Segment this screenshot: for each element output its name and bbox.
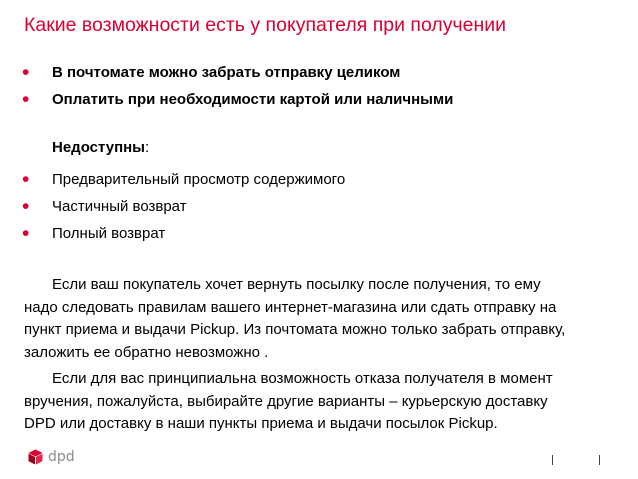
paragraph-return-policy xyxy=(24,274,620,364)
bullet-text: В почтомате можно забрать отправку целиком xyxy=(52,63,401,81)
dpd-logo xyxy=(28,449,75,465)
paragraph-line: DPD или доставку в наши пункты приема и выдачи посылок Pickup. xyxy=(24,415,498,432)
bullet-icon: • xyxy=(22,60,30,84)
paragraph-alternatives xyxy=(24,368,620,436)
paragraph-line: пункт приема и выдачи Pickup. Из почтомата можно только забрать отправку, xyxy=(24,321,566,338)
dpd-logo-text: dpd xyxy=(48,449,75,465)
paragraph-line: Если для вас принципиальна возможность отказа получателя в момент xyxy=(52,370,553,387)
paragraph-line: заложить ее обратно невозможно . xyxy=(24,343,269,361)
bullet-item-full-return xyxy=(22,221,165,245)
slide-title: Какие возможности есть у покупателя при получении xyxy=(24,14,507,36)
bullet-item-preview xyxy=(22,167,345,191)
bullet-icon: • xyxy=(22,167,30,191)
unavailable-colon: : xyxy=(145,139,150,156)
bullet-icon: • xyxy=(22,194,30,218)
bullet-item-pickup-whole xyxy=(22,60,400,84)
bullet-icon: • xyxy=(22,221,30,245)
unavailable-heading xyxy=(52,139,149,156)
footer-divider xyxy=(599,455,600,465)
bullet-item-partial-return xyxy=(22,194,187,218)
bullet-text: Полный возврат xyxy=(52,224,166,242)
bullet-text: Предварительный просмотр содержимого xyxy=(52,170,346,188)
paragraph-line: надо следовать правилам вашего интернет-магазина или сдать отправку на xyxy=(24,298,557,316)
bullet-item-payment xyxy=(22,87,453,111)
bullet-text: Оплатить при необходимости картой или наличными xyxy=(52,90,454,108)
paragraph-line: вручения, пожалуйста, выбирайте другие варианты – курьерскую доставку xyxy=(24,392,548,410)
bullet-text: Частичный возврат xyxy=(52,197,187,215)
dpd-cube-icon xyxy=(28,449,43,465)
paragraph-line: Если ваш покупатель хочет вернуть посылку после получения, то ему xyxy=(52,276,541,293)
unavailable-label: Недоступны xyxy=(52,139,145,156)
bullet-icon: • xyxy=(22,87,30,111)
footer-divider xyxy=(552,455,553,465)
